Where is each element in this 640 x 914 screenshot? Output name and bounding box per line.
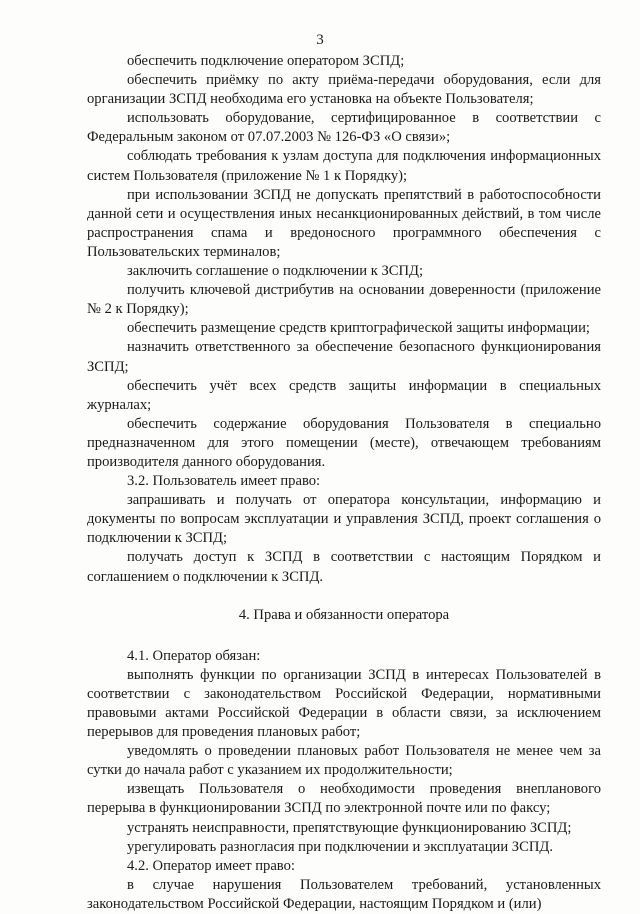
- document-body: [87, 52, 601, 914]
- paragraph: извещать Пользователя о необходимости проведения внепланового перерыва в функционировании ЗСПД по электронной почте или по факсу;: [87, 781, 601, 817]
- paragraph: в случае нарушения Пользователем требований, установленных законодательством Российской Федерации, настоящим Порядком и (или): [87, 876, 601, 912]
- paragraph: урегулировать разногласия при подключении и эксплуатации ЗСПД.: [127, 838, 553, 855]
- paragraph: использовать оборудование, сертифицированное в соответствии с Федеральным законом от 07.07.2003 № 126-ФЗ «О связи»;: [87, 110, 601, 146]
- paragraph: уведомлять о проведении плановых работ Пользователя не менее чем за сутки до начала работ с указанием их продолжительности;: [87, 743, 601, 779]
- paragraph: соблюдать требования к узлам доступа для подключения информационных систем Пользователя (приложение № 1 к Порядку);: [87, 148, 601, 184]
- paragraph: заключить соглашение о подключении к ЗСПД;: [127, 263, 424, 280]
- paragraph: при использовании ЗСПД не допускать препятствий в работоспособности данной сети и осуществления иных несанкционированных действий, в том числе распространения спама и вредоносного программного обеспечения с Пользовательских терминалов;: [87, 186, 601, 260]
- paragraph: назначить ответственного за обеспечение безопасного функционирования ЗСПД;: [87, 339, 601, 375]
- paragraph: обеспечить учёт всех средств защиты информации в специальных журналах;: [87, 377, 601, 413]
- paragraph: получать доступ к ЗСПД в соответствии с настоящим Порядком и соглашением о подключении к ЗСПД.: [87, 549, 601, 585]
- clause-heading: 3.2. Пользователь имеет право:: [127, 473, 321, 490]
- paragraph: обеспечить приёмку по акту приёма-передачи оборудования, если для организации ЗСПД необходима его установка на объекте Пользователя;: [87, 72, 601, 108]
- paragraph: запрашивать и получать от оператора консультации, информацию и документы по вопросам эксплуатации и управления ЗСПД, проект соглашения о подключении к ЗСПД;: [87, 492, 601, 547]
- page-number: 3: [316, 32, 324, 48]
- paragraph: устранять неисправности, препятствующие функционированию ЗСПД;: [127, 819, 572, 836]
- clause-heading: 4.2. Оператор имеет право:: [127, 857, 295, 874]
- paragraph: получить ключевой дистрибутив на основании доверенности (приложение № 2 к Порядку);: [87, 282, 601, 318]
- paragraph: обеспечить размещение средств криптографической защиты информации;: [127, 320, 590, 337]
- section-heading: 4. Права и обязанности оператора: [238, 606, 450, 623]
- paragraph: обеспечить подключение оператором ЗСПД;: [127, 53, 405, 69]
- paragraph: обеспечить содержание оборудования Пользователя в специально предназначенном для этого помещении (месте), отвечающем требованиям производителя данного оборудования.: [87, 415, 601, 470]
- clause-heading: 4.1. Оператор обязан:: [127, 647, 261, 664]
- paragraph: выполнять функции по организации ЗСПД в интересах Пользователей в соответствии с законодательством Российской Федерации, нормативными правовыми актами Российской Федерации в области связи, за исключением перерывов для проведения плановых работ;: [87, 666, 601, 741]
